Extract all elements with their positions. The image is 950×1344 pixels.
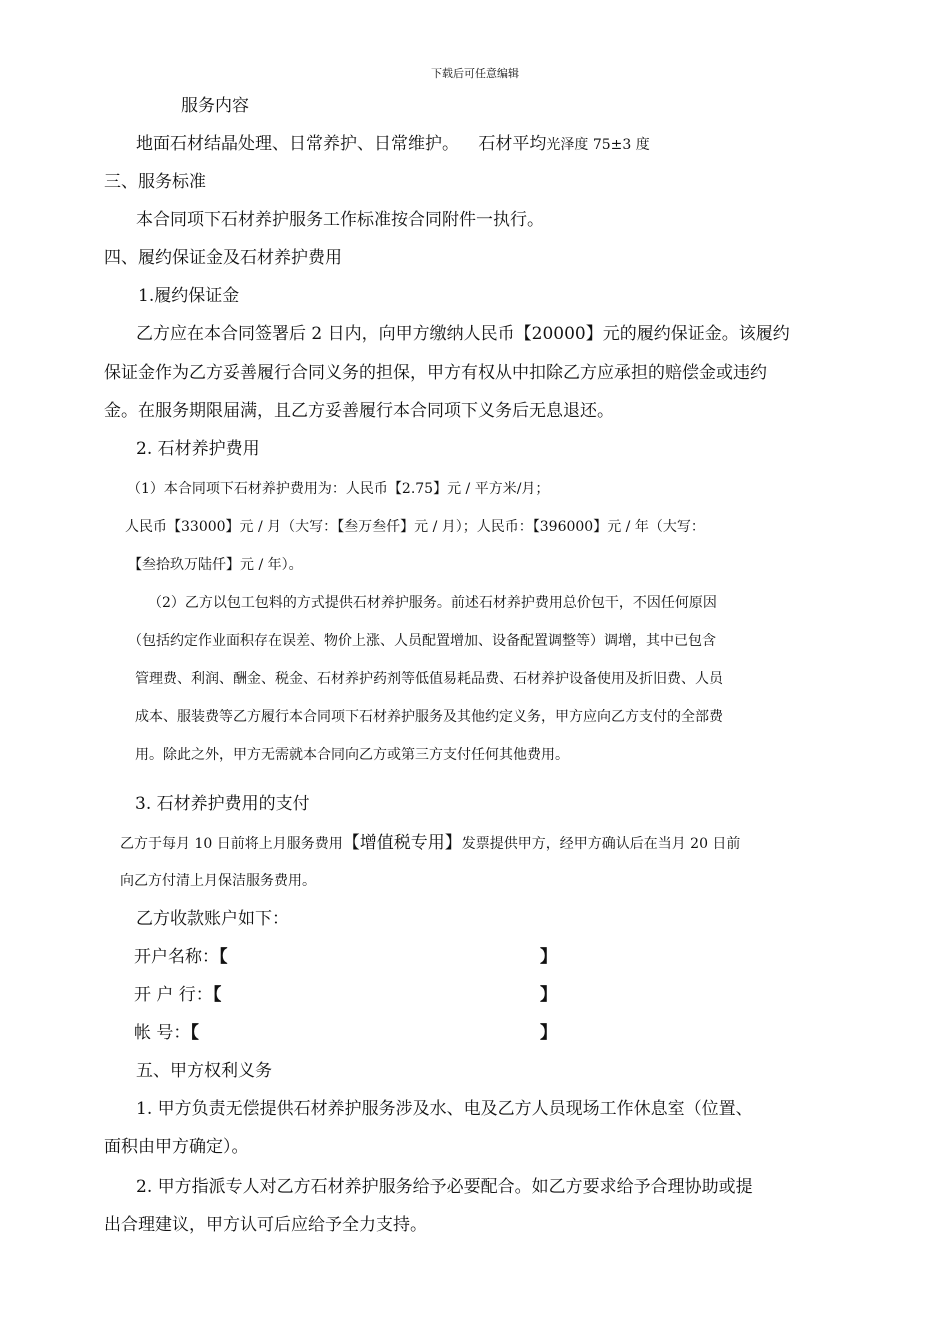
subheading-fee-payment: 3. 石材养护费用的支付 — [135, 794, 310, 814]
fee-item-monthly-annual: 人民币【33000】元 / 月（大写：【叁万叁仟】元 / 月）；人民币：【396000】元 / 年（大写： — [125, 519, 705, 535]
section-heading-fees: 四、履约保证金及石材养护费用 — [104, 248, 342, 268]
account-title: 乙方收款账户如下： — [136, 909, 289, 929]
payment-paragraph-line-2: 向乙方付清上月保洁服务费用。 — [120, 873, 316, 889]
gloss-prefix: 石材平均 — [478, 134, 547, 154]
standards-text: 本合同项下石材养护服务工作标准按合同附件一执行。 — [136, 210, 544, 230]
page-header-note: 下载后可任意编辑 — [431, 67, 519, 80]
fee-item-2-line-2: （包括约定作业面积存在误差、物价上涨、人员配置增加、设备配置调整等）调增，其中已包含 — [128, 633, 716, 649]
bracket-close: 】 — [540, 985, 557, 1005]
fee-item-1: （1）本合同项下石材养护费用为：人民币【2.75】元 / 平方米/月； — [127, 481, 550, 497]
account-number-label: 帐 号： — [134, 1023, 191, 1043]
service-content-subtitle: 服务内容 — [181, 96, 249, 116]
bracket-close: 】 — [540, 1023, 557, 1043]
bracket-open: 【 — [219, 947, 228, 967]
service-content-items: 地面石材结晶处理、日常养护、日常维护。 — [136, 134, 459, 154]
party-a-item-2-line-2: 出合理建议，甲方认可后应给予全力支持。 — [104, 1215, 427, 1235]
party-a-item-2-line-1: 2. 甲方指派专人对乙方石材养护服务给予必要配合。如乙方要求给予合理协助或提 — [136, 1177, 753, 1197]
payment-text-c: 发票提供甲方，经甲方确认后在当月 20 日前 — [461, 836, 741, 852]
fee-item-2-line-1: （2）乙方以包工包料的方式提供石材养护服务。前述石材养护费用总价包干，不因任何原因 — [148, 595, 717, 611]
account-name-row — [134, 945, 228, 969]
payment-paragraph-line-1 — [120, 831, 740, 856]
bank-label: 开 户 行： — [134, 985, 213, 1005]
service-content-text — [136, 132, 650, 157]
subheading-deposit: 1.履约保证金 — [138, 286, 240, 306]
section-heading-standards: 三、服务标准 — [104, 172, 206, 192]
section-heading-party-a-rights: 五、甲方权利义务 — [136, 1061, 272, 1081]
deposit-paragraph-line-1: 乙方应在本合同签署后 2 日内，向甲方缴纳人民币【20000】元的履约保证金。该履约 — [136, 324, 790, 344]
party-a-item-1-line-1: 1. 甲方负责无偿提供石材养护服务涉及水、电及乙方人员现场工作休息室（位置、 — [136, 1099, 753, 1119]
subheading-maintenance-fee: 2. 石材养护费用 — [136, 439, 260, 459]
payment-text-a: 乙方于每月 10 日前将上月服务费用 — [120, 836, 343, 852]
vat-invoice-type: 【增值税专用】 — [342, 833, 462, 853]
account-number-row — [134, 1021, 199, 1045]
fee-item-annual-words: 【叁拾玖万陆仟】元 / 年）。 — [128, 557, 303, 573]
fee-item-2-line-3: 管理费、利润、酬金、税金、石材养护药剂等低值易耗品费、石材养护设备使用及折旧费、人员 — [135, 671, 723, 687]
deposit-paragraph-line-3: 金。在服务期限届满，且乙方妥善履行本合同项下义务后无息退还。 — [104, 401, 614, 421]
fee-item-2-line-5: 用。除此之外，甲方无需就本合同向乙方或第三方支付任何其他费用。 — [135, 747, 569, 763]
bracket-close: 】 — [540, 947, 557, 967]
party-a-item-1-line-2: 面积由甲方确定）。 — [104, 1137, 249, 1157]
gloss-value: 光泽度 75±3 度 — [546, 137, 650, 153]
account-name-label: 开户名称： — [134, 947, 219, 967]
bracket-open: 【 — [190, 1023, 199, 1043]
fee-item-2-line-4: 成本、服装费等乙方履行本合同项下石材养护服务及其他约定义务，甲方应向乙方支付的全部费 — [135, 709, 723, 725]
bank-row — [134, 983, 221, 1007]
deposit-paragraph-line-2: 保证金作为乙方妥善履行合同义务的担保，甲方有权从中扣除乙方应承担的赔偿金或违约 — [104, 363, 767, 383]
bracket-open: 【 — [212, 985, 222, 1005]
